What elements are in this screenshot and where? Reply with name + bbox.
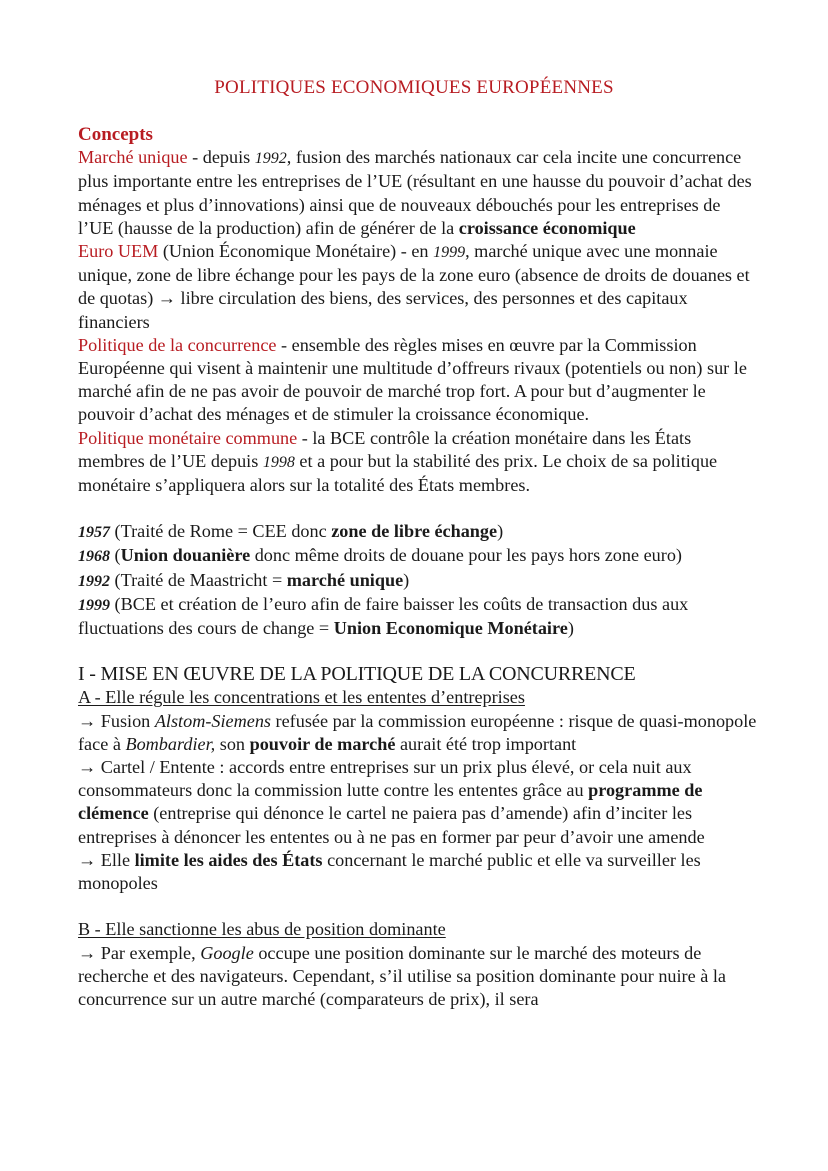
- spacer: [78, 640, 758, 663]
- concept-term: Marché unique: [78, 147, 188, 168]
- page-title: POLITIQUES ECONOMIQUES EUROPÉENNES: [214, 77, 614, 98]
- bold-keyword: croissance économique: [458, 217, 636, 238]
- concept-marche-unique: Marché unique - depuis 1992, fusion des marchés nationaux car cela incite une concurrence plus importante entre les entreprises de l’UE (résultant en une hausse du pouvoir d’achat des ménages et plus d’innovations) ainsi que de nouveaux débouchés pour les entreprises de l’UE (hausse de la production) afin de générer de la croissance économique: [78, 147, 752, 238]
- spacer: [78, 497, 758, 520]
- paragraph: → Par exemple, Google occupe une position dominante sur le marché des moteurs de recherche et des navigateurs. Cependant, s’il utilise sa position dominante pour nuire à la concurrence sur un autre marché (comparateurs de prix), il sera: [78, 942, 726, 1009]
- timeline-item: 1999 (BCE et création de l’euro afin de faire baisser les coûts de transaction dus aux fluctuations des cours de change = Union Economique Monétaire): [78, 593, 689, 639]
- concept-politique-concurrence: Politique de la concurrence - ensemble des règles mises en œuvre par la Commission Européenne qui visent à maintenir une multitude d’offreurs rivaux (potentiels ou non) sur le marché afin de ne pas avoir de pouvoir de marché trop fort. A pour but d’augmenter le pouvoir d’achat des ménages et de stimuler la croissance économique.: [78, 334, 747, 425]
- year: 1999: [78, 596, 110, 614]
- concept-politique-monetaire: Politique monétaire commune - la BCE contrôle la création monétaire dans les États membres de l’UE depuis 1998 et a pour but la stabilité des prix. Le choix de sa politique monétaire s’appliquera alors sur la totalité des États membres.: [78, 427, 718, 496]
- paragraph: → Cartel / Entente : accords entre entreprises sur un prix plus élevé, or cela nuit aux consommateurs donc la commission lutte contre les ententes grâce au programme de clémence (entreprise qui dénonce le cartel ne paiera pas d’amende) afin d’inciter les entreprises à dénoncer les ententes ou à ne pas en former par peur d’avoir une amende: [78, 757, 705, 847]
- year: 1957: [78, 524, 110, 542]
- spacer: [78, 895, 758, 918]
- concept-term: Politique monétaire commune: [78, 427, 298, 448]
- subsection-heading-a: A - Elle régule les concentrations et les ententes d’entreprises: [78, 687, 525, 708]
- timeline: [78, 520, 758, 640]
- paragraph: → Fusion Alstom-Siemens refusée par la commission européenne : risque de quasi-monopole face à Bombardier, son pouvoir de marché aurait été trop important: [78, 710, 757, 754]
- concepts-heading: Concepts: [78, 124, 153, 145]
- year: 1999: [433, 244, 466, 262]
- subsection-heading-b: B - Elle sanctionne les abus de position dominante: [78, 919, 446, 940]
- concept-term: Euro UEM: [78, 241, 159, 262]
- document-body: [78, 123, 758, 1011]
- section-heading: I - MISE EN ŒUVRE DE LA POLITIQUE DE LA CONCURRENCE: [78, 663, 636, 686]
- paragraph: → Elle limite les aides des États concernant le marché public et elle va surveiller les monopoles: [78, 849, 701, 894]
- timeline-item: 1957 (Traité de Rome = CEE donc zone de libre échange): [78, 521, 504, 542]
- year: 1992: [78, 572, 110, 590]
- year: 1968: [78, 548, 110, 566]
- timeline-item: 1968 (Union douanière donc même droits de douane pour les pays hors zone euro): [78, 545, 682, 566]
- year: 1992: [254, 150, 287, 168]
- concept-term: Politique de la concurrence: [78, 334, 277, 355]
- concept-euro-uem: Euro UEM (Union Économique Monétaire) - en 1999, marché unique avec une monnaie unique, zone de libre échange pour les pays de la zone euro (absence de droits de douanes et de quotas) → libre circulation des biens, des services, des personnes et des capitaux financiers: [78, 241, 750, 332]
- timeline-item: 1992 (Traité de Maastricht = marché unique): [78, 569, 410, 590]
- year: 1998: [262, 453, 295, 471]
